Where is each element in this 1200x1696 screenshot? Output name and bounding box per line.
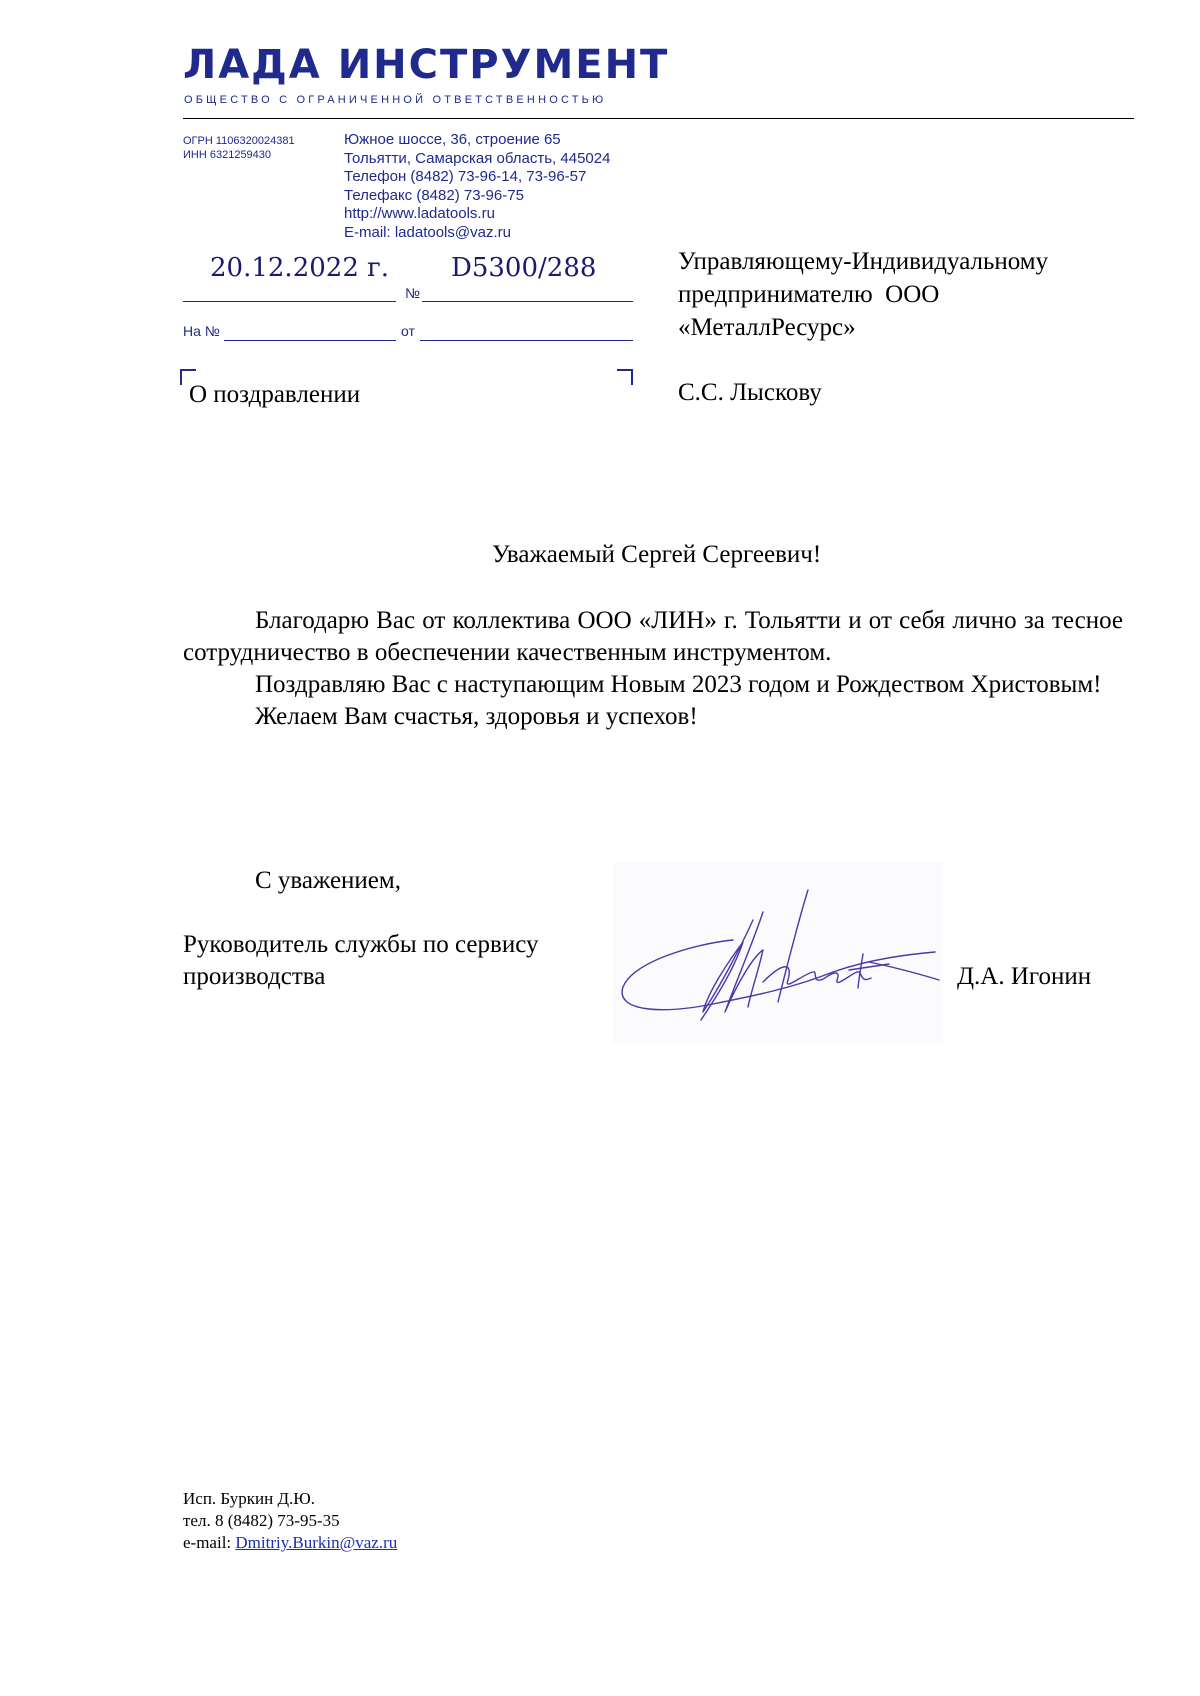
executor-phone: тел. 8 (8482) 73-95-35 xyxy=(183,1511,340,1530)
recipient-block xyxy=(678,245,1048,344)
signer-position-line: Руководитель службы по сервису xyxy=(183,931,539,958)
from-label: от xyxy=(401,323,415,339)
header-divider xyxy=(183,118,1134,119)
letter-subject: О поздравлении xyxy=(189,381,361,408)
executor-info xyxy=(183,1488,397,1554)
address-website: http://www.ladatools.ru xyxy=(344,205,495,222)
company-address xyxy=(344,131,610,242)
ref-label: На № xyxy=(183,323,220,339)
address-fax: Телефакс (8482) 73-96-75 xyxy=(344,186,524,204)
executor-email-link[interactable]: Dmitriy.Burkin@vaz.ru xyxy=(235,1533,398,1552)
date-line xyxy=(183,301,396,302)
address-city: Тольятти, Самарская область, 445024 xyxy=(344,149,611,167)
address-street: Южное шоссе, 36, строение 65 xyxy=(344,131,561,148)
signature-icon xyxy=(613,862,943,1044)
ref-number-line xyxy=(224,340,396,341)
letter-number: D5300/288 xyxy=(451,253,597,283)
address-phone: Телефон (8482) 73-96-14, 73-96-57 xyxy=(344,168,587,185)
recipient-line: предпринимателю ООО xyxy=(678,281,940,308)
executor-name: Исп. Буркин Д.Ю. xyxy=(183,1489,316,1508)
recipient-line: Управляющему-Индивидуальному xyxy=(678,248,1049,275)
executor-email-label: e-mail: xyxy=(183,1533,236,1552)
number-label: № xyxy=(405,285,421,301)
ref-date-line xyxy=(420,340,633,341)
subject-bracket-right-icon xyxy=(617,369,633,385)
letter-body xyxy=(183,605,1123,733)
signer-position-line: производства xyxy=(183,963,326,990)
body-paragraph: Поздравляю Вас с наступающим Новым 2023 годом и Рождеством Христовым! xyxy=(255,671,1102,698)
registration-codes xyxy=(183,134,295,162)
company-form: ОБЩЕСТВО С ОГРАНИЧЕННОЙ ОТВЕТСТВЕННОСТЬЮ xyxy=(184,94,607,106)
number-line xyxy=(422,301,633,302)
body-paragraph: Благодарю Вас от коллектива ООО «ЛИН» г. Тольятти и от себя лично за тесное сотрудничество в обеспечении качественным инструментом. xyxy=(183,607,1123,666)
inn: ИНН 6321259430 xyxy=(183,149,272,161)
signer-position xyxy=(183,929,538,993)
salutation: Уважаемый Сергей Сергеевич! xyxy=(492,541,822,568)
letter-date: 20.12.2022 г. xyxy=(210,253,390,283)
recipient-line: «МеталлРесурс» xyxy=(678,314,856,341)
signer-name: Д.А. Игонин xyxy=(957,963,1092,990)
company-logo-text: ЛАДА ИНСТРУМЕНТ xyxy=(183,42,670,88)
executor-email-row xyxy=(183,1532,397,1554)
address-email: E-mail: ladatools@vaz.ru xyxy=(344,223,511,241)
body-paragraph: Желаем Вам счастья, здоровья и успехов! xyxy=(255,703,698,730)
recipient-name: С.С. Лыскову xyxy=(678,379,822,406)
closing: С уважением, xyxy=(255,867,401,894)
ogrn: ОГРН 1106320024381 xyxy=(183,135,295,147)
